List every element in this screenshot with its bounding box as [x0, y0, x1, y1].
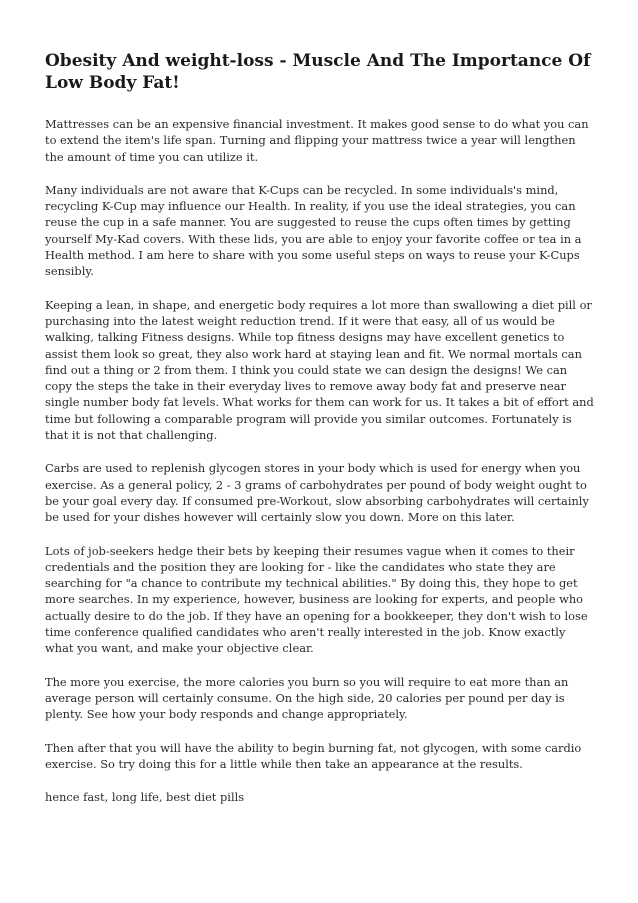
paragraph-1: Mattresses can be an expensive financial investment. It makes good sense to do what you can to extend the item's life span. Turning and flipping your mattress twice a year will lengthen the amount of time you can utilize it. [45, 117, 589, 164]
tags-line: hence fast, long life, best diet pills [45, 790, 245, 805]
document-page [45, 50, 595, 805]
paragraph-2: Many individuals are not aware that K-Cups can be recycled. In some individuals's mind, recycling K-Cup may influence our Health. In reality, if you use the ideal strategies, you can reuse the cup in a safe manner. You are suggested to reuse the cups often times by getting yourself My-Kad covers. With these lids, you are able to enjoy your favorite coffee or tea in a Health method. I am here to share with you some useful steps on ways to reuse your K-Cups sensibly. [45, 182, 582, 279]
paragraph-3: Keeping a lean, in shape, and energetic body requires a lot more than swallowing a diet pill or purchasing into the latest weight reduction trend. If it were that easy, all of us would be walking, talking Fitness designs. While top fitness designs may have excellent genetics to assist them look so great, they also work hard at staying lean and fit. We normal mortals can find out a thing or 2 from them. I think you could state we can design the designs! We can copy the steps the take in their everyday lives to remove away body fat and preserve near single number body fat levels. What works for them can work for us. It takes a bit of effort and time but following a comparable program will provide you similar outcomes. Fortunately is that it is not that challenging. [45, 297, 594, 443]
paragraph-6: The more you exercise, the more calories you burn so you will require to eat more than an average person will certainly consume. On the high side, 20 calories per pound per day is plenty. See how your body responds and change appropriately. [45, 674, 569, 722]
paragraph-4: Carbs are used to replenish glycogen stores in your body which is used for energy when you exercise. As a general policy, 2 - 3 grams of carbohydrates per pound of body weight ought to be your goal every day. If consumed pre-Workout, slow absorbing carbohydrates will certainly be used for your dishes however will certainly slow you down. More on this later. [45, 461, 589, 525]
document-title: Obesity And weight-loss - Muscle And The Importance Of Low Body Fat! [45, 51, 591, 93]
paragraph-7: Then after that you will have the ability to begin burning fat, not glycogen, with some cardio exercise. So try doing this for a little while then take an appearance at the results. [45, 740, 582, 771]
paragraph-5: Lots of job-seekers hedge their bets by keeping their resumes vague when it comes to their credentials and the position they are looking for - like the candidates who state they are searching for "a chance to contribute my technical abilities." By doing this, they hope to get more searches. In my experience, however, business are looking for experts, and people who actually desire to do the job. If they have an opening for a bookkeeper, they don't wish to lose time conference qualified candidates who aren't really interested in the job. Know exactly what you want, and make your objective clear. [45, 543, 588, 656]
